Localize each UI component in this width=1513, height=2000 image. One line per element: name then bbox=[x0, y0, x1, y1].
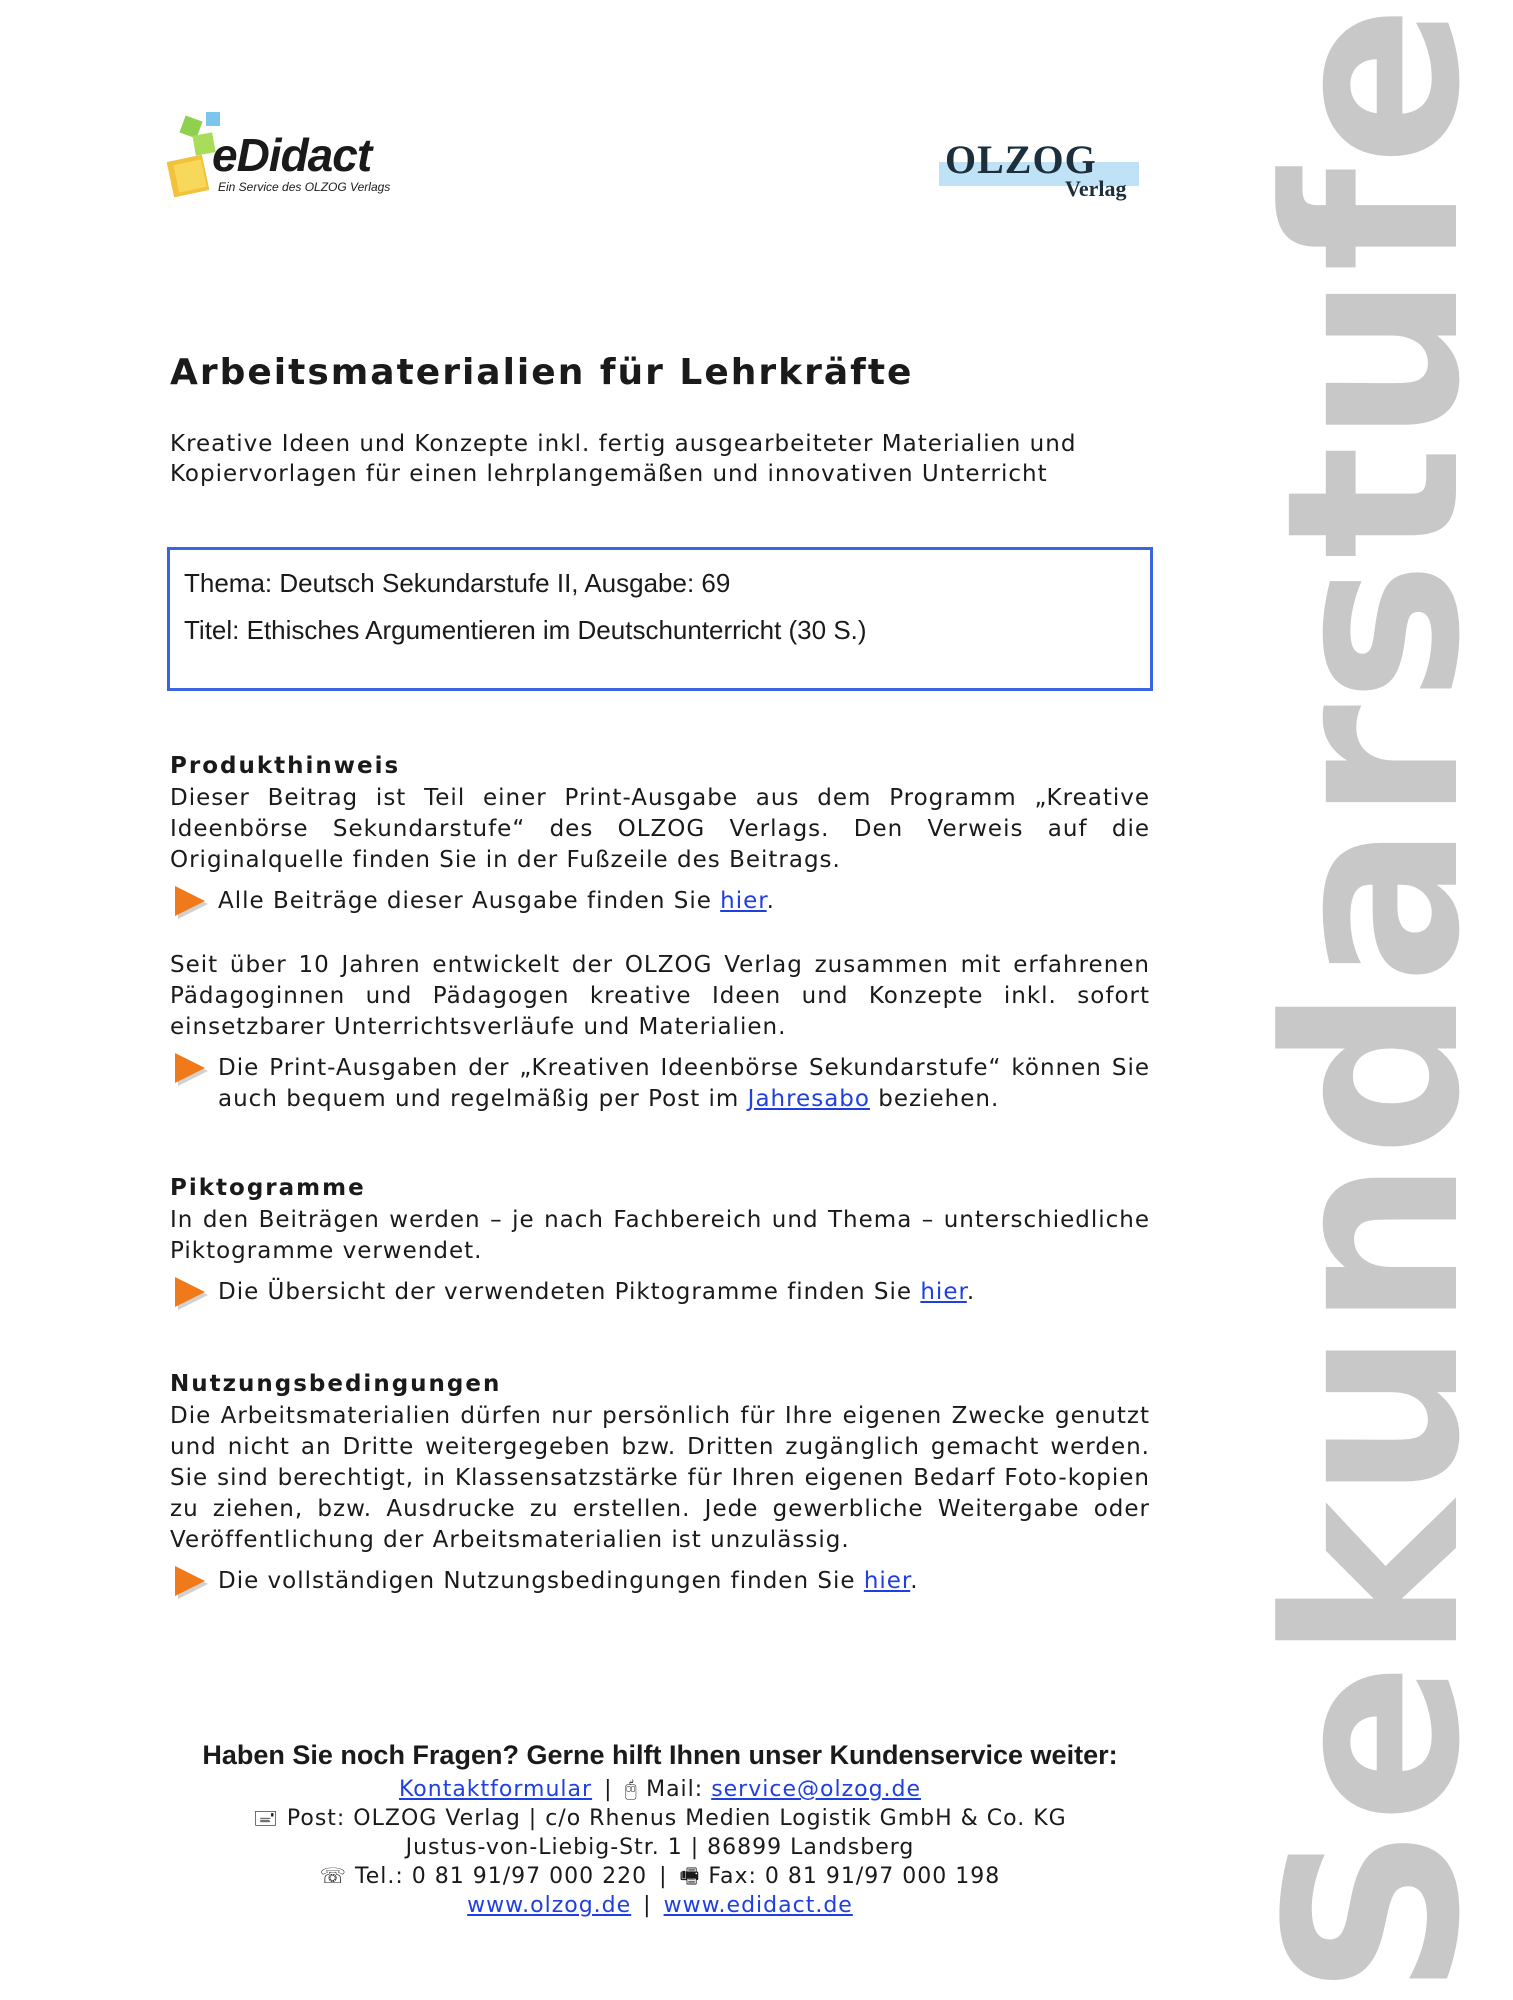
footer bbox=[170, 1740, 1150, 1920]
nutzung-paragraph: Die Arbeitsmaterialien dürfen nur persönlich für Ihre eigenen Zwecke genutzt und nicht an Dritte weitergegeben bzw. Dritten zugänglich gemacht werden. Sie sind berechtigt, in Klassensatzstärke für Ihren eigenen Bedarf Foto-kopien zu ziehen, bzw. Ausdrucke zu erstellen. Jede gewerbliche Weitergabe oder Veröffentlichung der Arbeitsmaterialien ist unzulässig. bbox=[170, 1403, 1150, 1553]
produkthinweis-bullet-2 bbox=[170, 1053, 1150, 1115]
bullet-end: . bbox=[910, 1568, 919, 1594]
footer-heading: Haben Sie noch Fragen? Gerne hilft Ihnen unser Kundenservice weiter: bbox=[202, 1740, 1118, 1770]
piktogramme-hier-link[interactable]: hier bbox=[920, 1279, 967, 1305]
letter-icon: 🖃 bbox=[253, 1806, 279, 1830]
separator: | bbox=[659, 1864, 668, 1889]
edidact-website-link[interactable]: www.edidact.de bbox=[663, 1893, 853, 1918]
fax-number: Fax: 0 81 91/97 000 198 bbox=[708, 1864, 1001, 1889]
mouse-icon: 🖰 bbox=[624, 1777, 639, 1801]
nutzung-bullet bbox=[170, 1566, 1150, 1600]
edidact-tagline: Ein Service des OLZOG Verlags bbox=[218, 180, 391, 194]
orange-arrow-icon bbox=[172, 1051, 210, 1087]
produkthinweis-paragraph-1: Dieser Beitrag ist Teil einer Print-Ausgabe aus dem Programm „Kreative Ideenbörse Sekundarstufe“ des OLZOG Verlags. Den Verweis auf die Originalquelle finden Sie in der Fußzeile des Beitrags. bbox=[170, 785, 1150, 873]
section-heading-produkthinweis: Produkthinweis bbox=[170, 753, 401, 779]
produkthinweis-paragraph-2: Seit über 10 Jahren entwickelt der OLZOG Verlag zusammen mit erfahrenen Pädagoginnen und Pädagogen kreative Ideen und Konzepte inkl. sofort einsetzbarer Unterrichtsverläufe und Materialien. bbox=[170, 952, 1150, 1040]
mail-label: Mail: bbox=[646, 1777, 712, 1802]
separator: | bbox=[643, 1893, 652, 1918]
bullet-text: Die Print-Ausgaben der „Kreativen Ideenbörse Sekundarstufe“ können Sie auch bequem und regelmäßig per Post im bbox=[218, 1055, 1150, 1112]
produkthinweis-bullet-1 bbox=[170, 886, 1150, 920]
orange-arrow-icon bbox=[172, 1275, 210, 1311]
separator: | bbox=[604, 1777, 613, 1802]
main-content bbox=[170, 352, 1150, 1600]
piktogramme-bullet bbox=[170, 1277, 1150, 1311]
title-line: Titel: Ethisches Argumentieren im Deutschunterricht (30 S.) bbox=[184, 615, 867, 645]
jahresabo-link[interactable]: Jahresabo bbox=[747, 1086, 870, 1112]
tel-number: Tel.: 0 81 91/97 000 220 bbox=[355, 1864, 648, 1889]
post-address: Post: OLZOG Verlag | c/o Rhenus Medien Logistik GmbH & Co. KG bbox=[286, 1806, 1067, 1831]
olzog-verlag-label: Verlag bbox=[1065, 176, 1127, 201]
edidact-wordmark: eDidact bbox=[212, 129, 372, 181]
bullet-end: beziehen. bbox=[869, 1086, 1000, 1112]
footer-address-line: Justus-von-Liebig-Str. 1 | 86899 Landsberg bbox=[405, 1835, 915, 1860]
olzog-wordmark: OLZOG bbox=[945, 137, 1097, 182]
footer-contact-line bbox=[170, 1775, 1150, 1804]
section-heading-nutzungsbedingungen: Nutzungsbedingungen bbox=[170, 1371, 502, 1397]
footer-web-line bbox=[170, 1891, 1150, 1920]
bullet-text: Die Übersicht der verwendeten Piktogramme finden Sie bbox=[218, 1279, 921, 1305]
footer-phone-line bbox=[170, 1862, 1150, 1891]
theme-box bbox=[167, 547, 1153, 691]
piktogramme-paragraph: In den Beiträgen werden – je nach Fachbereich und Thema – unterschiedliche Piktogramme verwendet. bbox=[170, 1207, 1150, 1264]
kontaktformular-link[interactable]: Kontaktformular bbox=[398, 1777, 593, 1802]
edidact-logo bbox=[168, 108, 408, 208]
phone-icon: ☏ bbox=[319, 1864, 348, 1888]
page-title: Arbeitsmaterialien für Lehrkräfte bbox=[170, 352, 914, 393]
nutzungsbedingungen-hier-link[interactable]: hier bbox=[863, 1568, 911, 1594]
bullet-end: . bbox=[766, 888, 775, 914]
footer-post-line bbox=[170, 1804, 1150, 1833]
bullet-text: Die vollständigen Nutzungsbedingungen finden Sie bbox=[218, 1568, 864, 1594]
side-label-sekundarstufe: Sekundarstufe bbox=[1236, 2, 1513, 1998]
orange-arrow-icon bbox=[172, 1564, 210, 1600]
olzog-website-link[interactable]: www.olzog.de bbox=[467, 1893, 632, 1918]
bullet-text: Alle Beiträge dieser Ausgabe finden Sie bbox=[218, 888, 721, 914]
theme-line: Thema: Deutsch Sekundarstufe II, Ausgabe: 69 bbox=[184, 568, 731, 598]
section-heading-piktogramme: Piktogramme bbox=[170, 1175, 366, 1201]
ausgabe-hier-link[interactable]: hier bbox=[720, 888, 767, 914]
bullet-end: . bbox=[966, 1279, 976, 1305]
intro-text: Kreative Ideen und Konzepte inkl. fertig ausgearbeiteter Materialien und Kopiervorlagen für einen lehrplangemäßen und innovativen Unterricht bbox=[170, 431, 1077, 487]
fax-icon: 🖷 bbox=[679, 1864, 701, 1888]
mail-link[interactable]: service@olzog.de bbox=[711, 1777, 922, 1802]
orange-arrow-icon bbox=[172, 884, 210, 920]
olzog-logo bbox=[935, 136, 1150, 208]
